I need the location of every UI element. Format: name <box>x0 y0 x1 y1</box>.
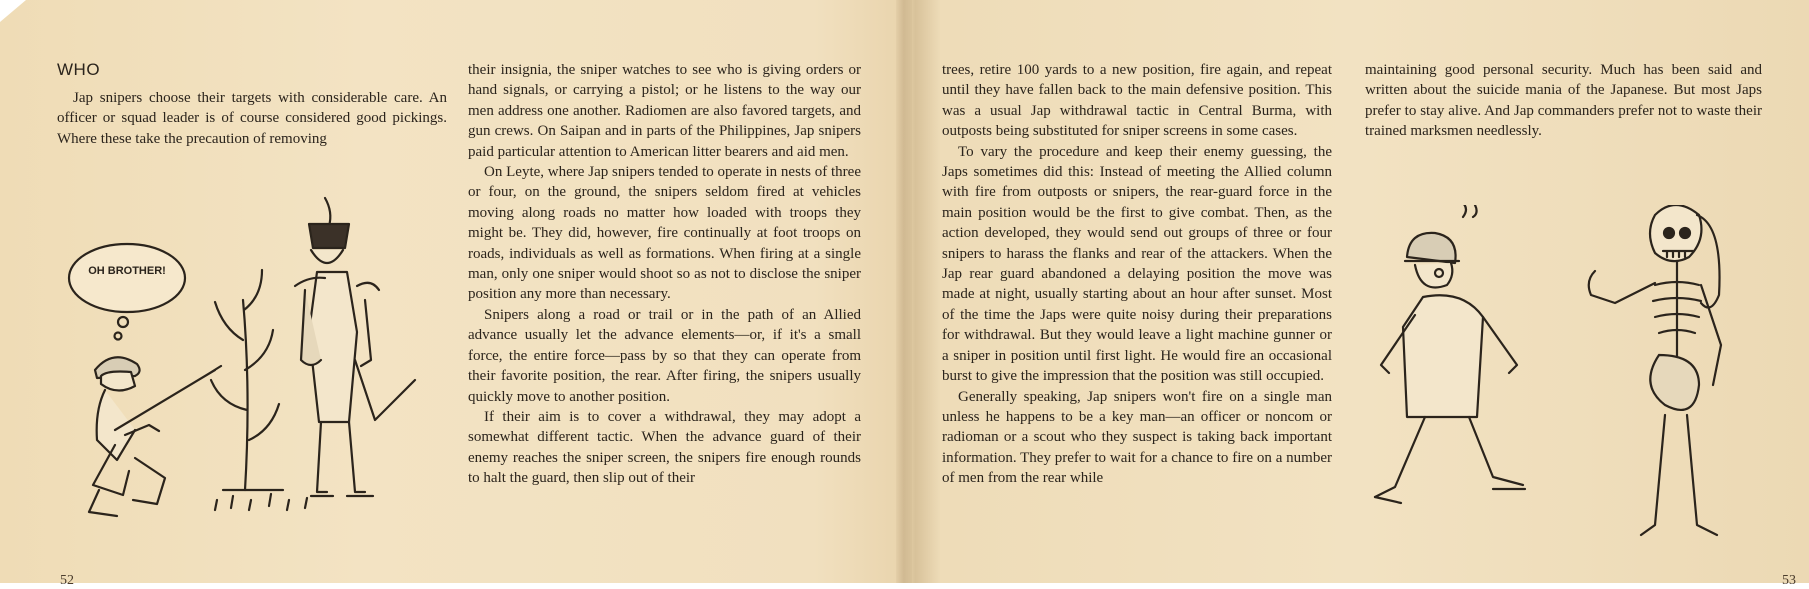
right-column-1 <box>942 60 1332 489</box>
paragraph: If their aim is to cover a withdrawal, they may adopt a somewhat different tactic. When the advance guard of their enemy reaches the sniper screen, the snipers fire enough rounds to halt the guard, then slip out of their <box>468 408 861 487</box>
soldier-skeleton-illustration <box>1365 205 1765 565</box>
right-column-2 <box>1365 60 1762 142</box>
section-heading: WHO <box>57 60 101 79</box>
right-page <box>910 0 1809 588</box>
page-number: 53 <box>1782 573 1796 588</box>
left-page <box>0 0 900 588</box>
paragraph: Generally speaking, Jap snipers won't fire on a single man unless he happens to be a key man—an officer or noncom or radioman or a scout who they suspect is taking back important information. They prefer to wait for a chance to fire on a number of men from the rear while <box>942 388 1332 487</box>
intro-paragraph: Jap snipers choose their targets with considerable care. An officer or squad leader is of course considered good pickings. Where these take the precaution of removing <box>57 90 447 147</box>
paragraph: To vary the procedure and keep their enemy guessing, the Japs sometimes did this: Instead of meeting the Allied column with fire from outposts or snipers, the rear-guard force in the main position would be the first to give combat. Then, as the action developed, they would send out groups of three or four snipers to harass the flanks and rear of the attackers. When the Jap rear guard abandoned a delaying position the move was made at night, usually starting about an hour after sunset. Most of the time the Japs were quite noisy during their preparations for withdrawal. But they would leave a light machine gunner or a sniper in position until first light. He would fire an occasional burst to give the impression that the position was still occupied. <box>942 143 1332 385</box>
page-number: 52 <box>60 573 74 588</box>
paragraph: On Leyte, where Jap snipers tended to operate in nests of three or four, on the ground, the snipers seldom fired at vehicles moving along roads no matter how loaded with troops they might be. They did, however, fire continually at foot troops on roads, individuals as well as formations. When firing at a single man, only one sniper would shoot so as not to disclose the sniper position any more than necessary. <box>468 164 861 303</box>
paragraph: maintaining good personal security. Much has been said and written about the suicide mania of the Japanese. But most Japs prefer to stay alive. And Jap commanders prefer not to waste their trained marksmen needlessly. <box>1365 62 1762 140</box>
left-column-1 <box>57 88 447 149</box>
sniper-officer-illustration <box>55 190 455 550</box>
paragraph: their insignia, the sniper watches to see who is giving orders or hand signals, or carrying a pistol; or he listens to the way our men address one another. Radiomen are also favored targets, and gun crews. On Saipan and in parts of the Philippines, Jap snipers paid particular attention to American litter bearers and aid men. <box>468 62 861 160</box>
paragraph: trees, retire 100 yards to a new position, fire again, and repeat until they have fallen back to the main defensive position. This was a usual Jap withdrawal tactic in Central Burma, with outposts being substituted for sniper screens in some cases. <box>942 62 1332 140</box>
left-column-2 <box>468 60 861 489</box>
paragraph: Snipers along a road or trail or in the path of an Allied advance usually let the advance elements—or, if it's a small force, the entire force—pass by so that they can operate from their favorite position, the rear. After firing, the snipers usually quickly move to another position. <box>468 306 861 405</box>
speech-bubble-text: OH BROTHER! <box>88 265 166 277</box>
